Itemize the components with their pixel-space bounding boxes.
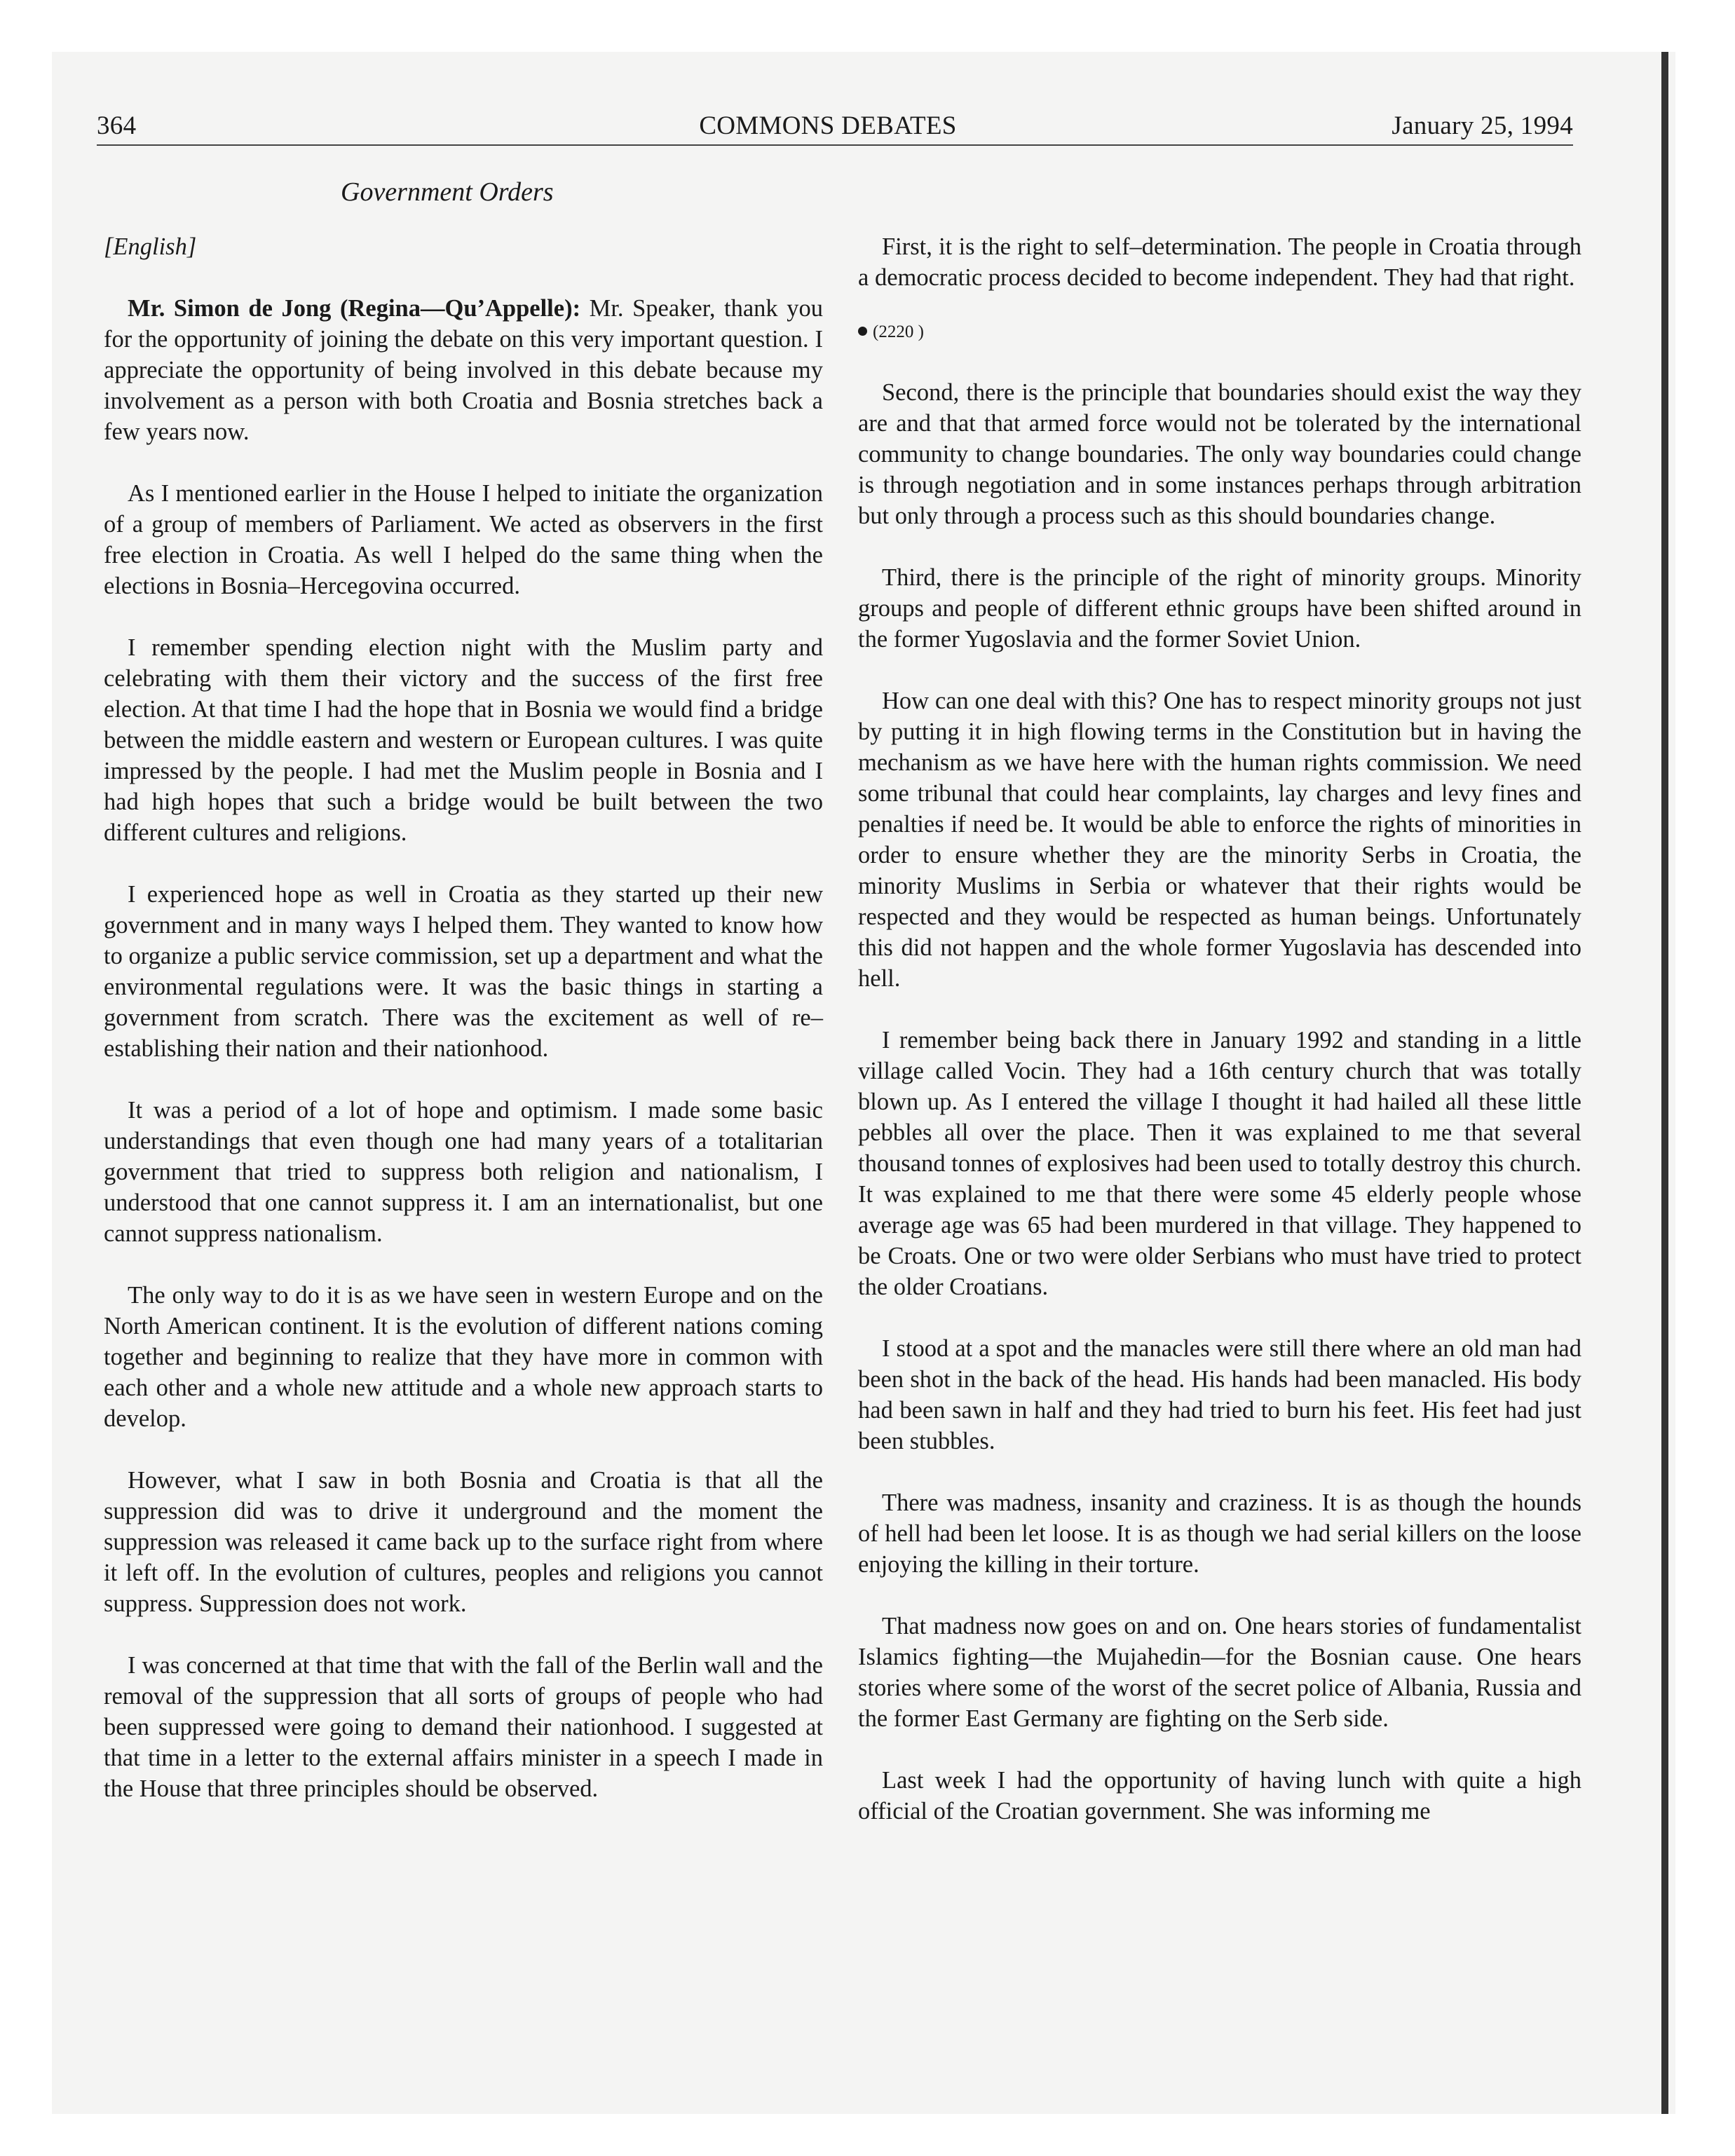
paragraph: There was madness, insanity and craziness. It is as though the hounds of hell had been let loose. It is as though we had serial killers on the loose enjoying the killing in their torture. xyxy=(858,1489,1581,1578)
left-column xyxy=(104,231,823,1804)
paragraph-text: Mr. Speaker, thank you for the opportunity of joining the debate on this very important question. I appreciate the opportunity of being involved in this debate because my involvement as a person with both Croatia and Bosnia stretches back a few years now. xyxy=(104,295,823,445)
paragraph: I remember being back there in January 1992 and standing in a little village called Vocin. They had a 16th century church that was totally blown up. As I entered the village I thought it had hailed all these little pebbles all over the place. Then it was explained to me that several thousand tonnes of explosives had been used to totally destroy this church. It was explained to me that there were some 45 elderly people whose average age was 65 had been murdered in that village. They happened to be Croats. One or two were older Serbians who must have tried to protect the older Croatians. xyxy=(858,1027,1581,1300)
paragraph: The only way to do it is as we have seen in western Europe and on the North American continent. It is the evolution of different nations coming together and beginning to realize that they have more in common with each other and a whole new attitude and a whole new approach starts to develop. xyxy=(104,1282,823,1432)
paragraph: As I mentioned earlier in the House I helped to initiate the organization of a group of members of Parliament. We acted as observers in the first free election in Croatia. As well I helped do the same thing when the elections in Bosnia–Hercegovina occurred. xyxy=(104,480,823,599)
running-header xyxy=(97,102,1573,144)
journal-title: COMMONS DEBATES xyxy=(699,111,957,140)
paragraph: However, what I saw in both Bosnia and Croatia is that all the suppression did was to drive it underground and the moment the suppression was released it came back up to the surface right from where it left off. In the evolution of cultures, peoples and religions you cannot suppress. Suppression does not work. xyxy=(104,1467,823,1617)
paragraph xyxy=(104,293,823,447)
paragraph: I remember spending election night with the Muslim party and celebrating with them their victory and the success of the first free election. At that time I had the hope that in Bosnia we would find a bridge between the middle eastern and western or European cultures. I was quite impressed by the people. I had met the Muslim people in Bosnia and I had high hopes that such a bridge would be built between the two different cultures and religions. xyxy=(104,634,823,846)
paragraph: I was concerned at that time that with the fall of the Berlin wall and the removal of the suppression that all sorts of groups of people who had been suppressed were going to demand their nationhood. I suggested at that time in a letter to the external affairs minister in a speech I made in the House that three principles should be observed. xyxy=(104,1652,823,1802)
scan-edge-bar xyxy=(1661,52,1668,2114)
paragraph: Third, there is the principle of the right of minority groups. Minority groups and people of different ethnic groups have been shifted around in the former Yugoslavia and the former Soviet Union. xyxy=(858,564,1581,653)
paragraph: First, it is the right to self–determination. The people in Croatia through a democratic process decided to become independent. They had that right. xyxy=(858,233,1581,291)
time-marker xyxy=(858,318,1581,346)
speaker-name: Mr. Simon de Jong (Regina—Qu’Appelle): xyxy=(128,295,581,322)
section-heading: Government Orders xyxy=(341,177,554,207)
paragraph: Second, there is the principle that boundaries should exist the way they are and that that armed force would not be tolerated by the international community to change boundaries. The only way boundaries could change is through negotiation and in some instances perhaps through arbitration but only through a process such as this should boundaries change. xyxy=(858,379,1581,529)
paragraph: That madness now goes on and on. One hears stories of fundamentalist Islamics fighting—the Mujahedin—for the Bosnian cause. One hears stories where some of the worst of the secret police of Albania, Russia and the former East Germany are fighting on the Serb side. xyxy=(858,1613,1581,1732)
language-tag: [English] xyxy=(104,233,197,260)
time-marker-text: (2220 ) xyxy=(873,322,924,341)
paragraph: I experienced hope as well in Croatia as they started up their new government and in many ways I helped them. They wanted to know how to organize a public service commission, set up a department and what the environmental regulations were. It was the basic things in starting a government from scratch. There was the excitement as well of re–establishing their nation and their nationhood. xyxy=(104,881,823,1062)
header-rule xyxy=(97,144,1573,146)
paragraph: How can one deal with this? One has to respect minority groups not just by putting it in high flowing terms in the Constitution but in having the mechanism as we have here with the human rights commission. We need some tribunal that could hear complaints, lay charges and levy fines and penalties if need be. It would be able to enforce the rights of minorities in order to ensure whether they are the minority Serbs in Croatia, the minority Muslims in Serbia or whatever that their rights would be respected and they would be respected as human beings. Unfortunately this did not happen and the whole former Yugoslavia has descended into hell. xyxy=(858,688,1581,992)
bullet-icon xyxy=(858,327,867,336)
issue-date: January 25, 1994 xyxy=(1392,111,1573,140)
right-column xyxy=(858,231,1581,1827)
paragraph: Last week I had the opportunity of having lunch with quite a high official of the Croatian government. She was informing me xyxy=(858,1767,1581,1824)
page-number: 364 xyxy=(97,111,137,140)
paragraph: I stood at a spot and the manacles were still there where an old man had been shot in the back of the head. His hands had been manacled. His body had been sawn in half and they had tried to burn his feet. His feet had just been stubbles. xyxy=(858,1335,1581,1454)
paragraph: It was a period of a lot of hope and optimism. I made some basic understandings that even though one had many years of a totalitarian government that tried to suppress both religion and nationalism, I understood that one cannot suppress it. I am an internationalist, but one cannot suppress nationalism. xyxy=(104,1097,823,1247)
